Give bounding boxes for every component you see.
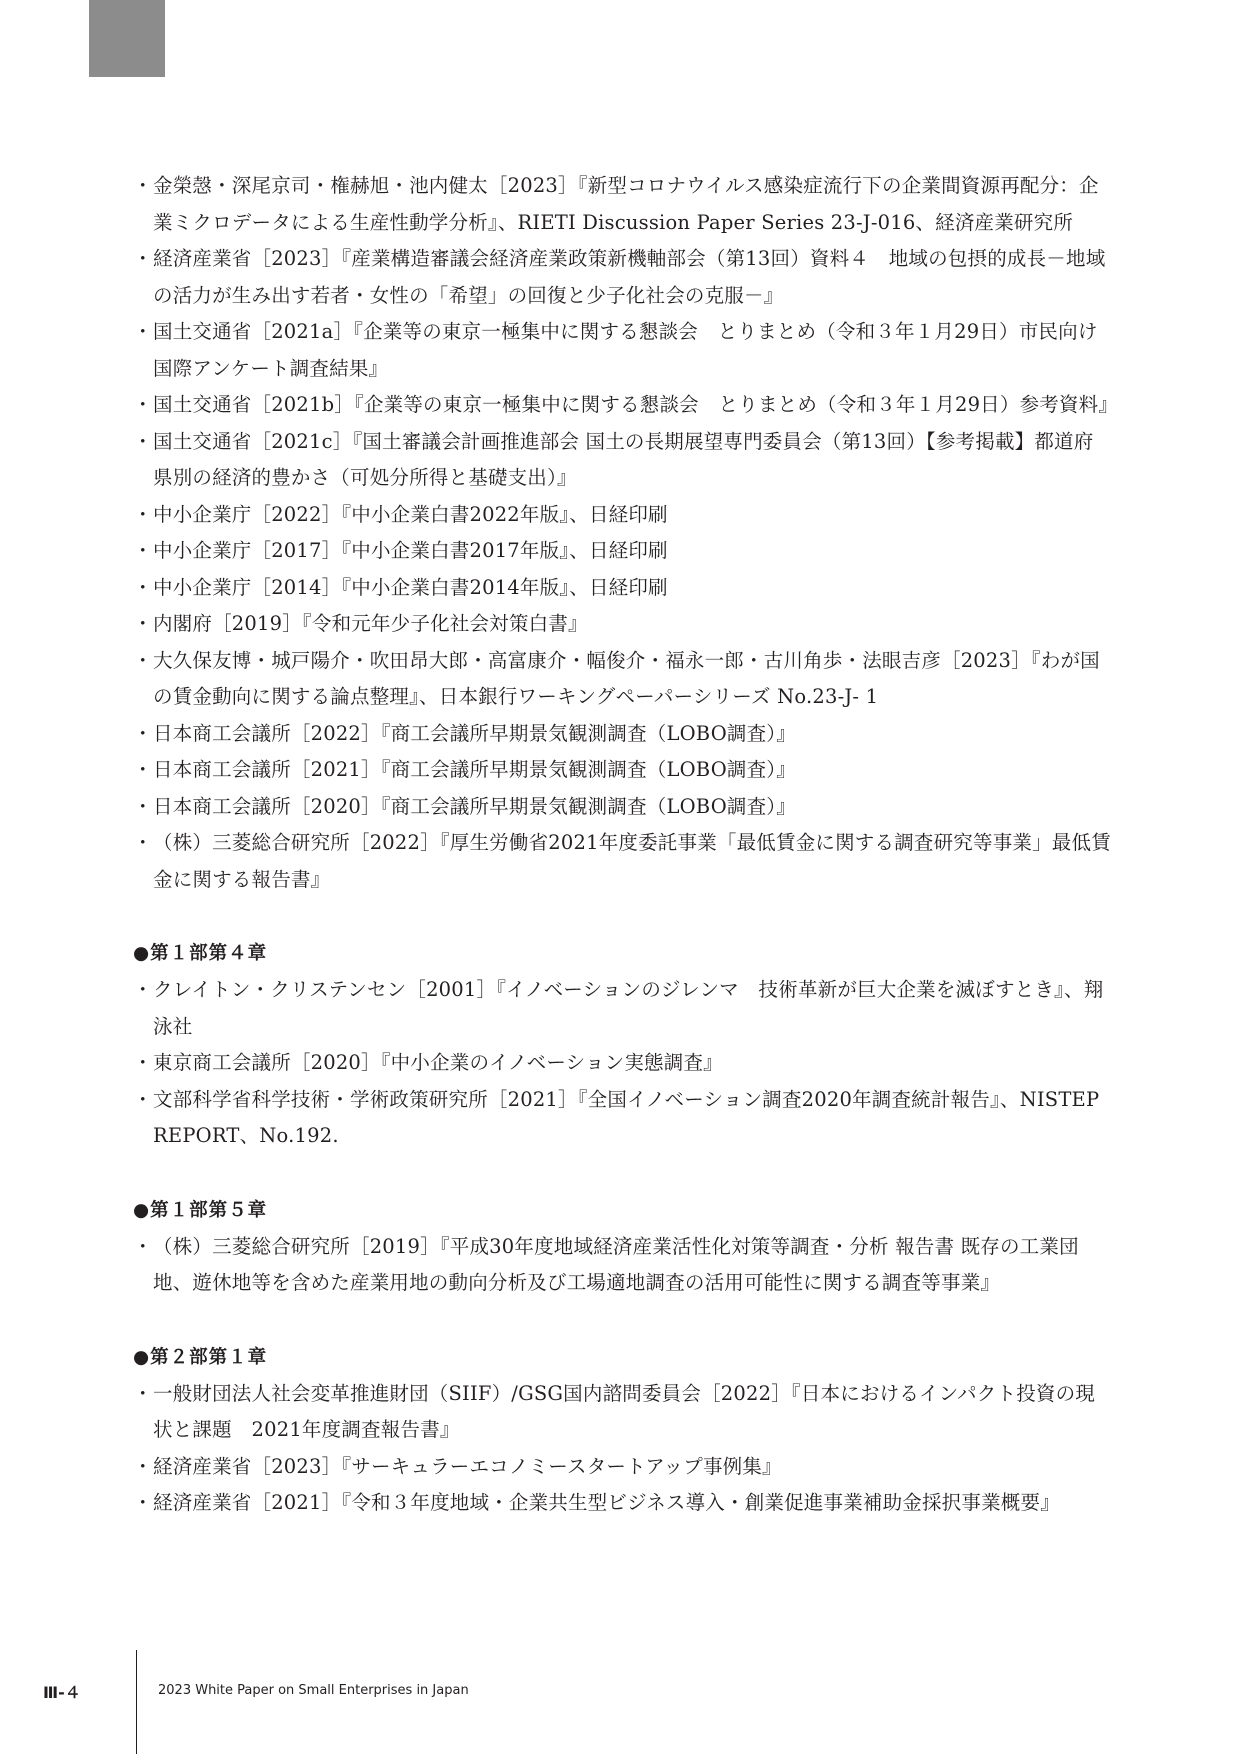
reference-text: 中小企業庁［2022］『中小企業白書2022年版』、日経印刷: [153, 502, 668, 526]
page-number: Ⅲ-４: [43, 1683, 81, 1702]
bullet: ・: [133, 831, 153, 854]
reference-text: 大久保友博・城戸陽介・吹田昂大郎・高富康介・幅俊介・福永一郎・古川角歩・法眼吉彦［2023］『わが国の賃金動向に関する論点整理』、日本銀行ワーキングペーパーシリーズ No.23-J- 1: [153, 648, 1100, 708]
reference-list: [133, 168, 1119, 1522]
section-spacer: [133, 1155, 1113, 1193]
reference-text: 一般財団法人社会変革推進財団（SIIF）/GSG国内諮問委員会［2022］『日本におけるインパクト投資の現状と課題 2021年度調査報告書』: [153, 1381, 1095, 1441]
reference-item: [133, 972, 1113, 1045]
reference-item: [133, 789, 1113, 826]
reference-text: 内閣府［2019］『令和元年少子化社会対策白書』: [153, 612, 588, 635]
bullet: ・: [133, 575, 153, 599]
section-heading: ●第１部第５章: [133, 1199, 268, 1221]
reference-item: [133, 825, 1113, 898]
reference-text: 日本商工会議所［2020］『商工会議所早期景気観測調査（LOBO調査）』: [153, 794, 796, 818]
reference-item: [133, 1376, 1113, 1449]
reference-item: [133, 1229, 1113, 1302]
bullet: ・: [133, 1051, 153, 1074]
bullet: ・: [133, 539, 153, 562]
bullet: ・: [133, 174, 153, 197]
bullet: ・: [133, 247, 153, 270]
bullet: ・: [133, 429, 153, 453]
reference-text: 東京商工会議所［2020］『中小企業のイノベーション実態調査』: [153, 1051, 723, 1074]
bullet: ・: [133, 794, 153, 818]
bullet: ・: [133, 721, 153, 745]
reference-text: 金榮愨・深尾京司・権赫旭・池内健太［2023］『新型コロナウイルス感染症流行下の企業間資源再配分：企業ミクロデータによる生産性動学分析』、RIETI Discussion Paper Series 23-J-016、経済産業研究所: [153, 174, 1099, 234]
reference-item: [133, 424, 1113, 497]
reference-item: [133, 716, 1113, 753]
reference-item: [133, 570, 1113, 607]
reference-item: [133, 643, 1113, 716]
reference-text: 国土交通省［2021c］『国土審議会計画推進部会 国土の長期展望専門委員会（第13回）【参考掲載】都道府県別の経済的豊かさ（可処分所得と基礎支出）』: [153, 429, 1094, 489]
bullet: ・: [133, 1381, 153, 1405]
bullet: ・: [133, 648, 153, 672]
reference-item: [133, 1449, 1113, 1486]
reference-item: [133, 606, 1113, 643]
reference-text: 文部科学省科学技術・学術政策研究所［2021］『全国イノベーション調査2020年調査統計報告』、NISTEP REPORT、No.192.: [153, 1087, 1100, 1147]
section-spacer: [133, 1302, 1113, 1340]
bullet: ・: [133, 612, 153, 635]
reference-text: 国土交通省［2021a］『企業等の東京一極集中に関する懇談会 とりまとめ（令和３年１月29日）市民向け国際アンケート調査結果』: [153, 320, 1098, 380]
bullet: ・: [133, 1491, 153, 1514]
bullet: ・: [133, 502, 153, 526]
reference-item: [133, 1485, 1113, 1522]
reference-item: [133, 533, 1113, 570]
section-heading: ●第２部第１章: [133, 1346, 268, 1368]
reference-item: [133, 241, 1113, 314]
bullet: ・: [133, 1454, 153, 1478]
bullet: ・: [133, 1087, 153, 1111]
footer-divider: [136, 1650, 137, 1754]
reference-text: 日本商工会議所［2021］『商工会議所早期景気観測調査（LOBO調査）』: [153, 758, 796, 781]
reference-item: [133, 387, 1119, 424]
reference-item: [133, 497, 1113, 534]
reference-text: （株）三菱総合研究所［2019］『平成30年度地域経済産業活性化対策等調査・分析 報告書 既存の工業団地、遊休地等を含めた産業用地の動向分析及び工場適地調査の活用可能性に関する調査等事業』: [153, 1234, 1079, 1294]
corner-tab-block: [89, 0, 165, 77]
section-spacer: [133, 898, 1113, 936]
reference-text: 国土交通省［2021b］『企業等の東京一極集中に関する懇談会 とりまとめ（令和３年１月29日）参考資料』: [153, 393, 1119, 416]
reference-item: [133, 168, 1113, 241]
reference-text: クレイトン・クリステンセン［2001］『イノベーションのジレンマ 技術革新が巨大企業を滅ぼすとき』、翔泳社: [153, 978, 1104, 1038]
reference-text: 中小企業庁［2017］『中小企業白書2017年版』、日経印刷: [153, 539, 668, 562]
reference-text: 日本商工会議所［2022］『商工会議所早期景気観測調査（LOBO調査）』: [153, 721, 796, 745]
bullet: ・: [133, 1234, 153, 1258]
reference-text: 経済産業省［2023］『産業構造審議会経済産業政策新機軸部会（第13回）資料４ 地域の包摂的成長－地域の活力が生み出す若者・女性の「希望」の回復と少子化社会の克服－』: [153, 247, 1106, 307]
reference-text: 中小企業庁［2014］『中小企業白書2014年版』、日経印刷: [153, 575, 668, 599]
reference-item: [133, 1082, 1113, 1155]
bullet: ・: [133, 320, 153, 343]
reference-item: [133, 752, 1113, 789]
reference-item: [133, 314, 1113, 387]
section-heading: ●第１部第４章: [133, 943, 268, 964]
reference-text: （株）三菱総合研究所［2022］『厚生労働省2021年度委託事業「最低賃金に関する調査研究等事業」最低賃金に関する報告書』: [153, 831, 1111, 891]
bullet: ・: [133, 978, 153, 1001]
bullet: ・: [133, 393, 153, 416]
reference-item: [133, 1045, 1113, 1082]
footer-title: 2023 White Paper on Small Enterprises in Japan: [158, 1683, 469, 1698]
bullet: ・: [133, 758, 153, 781]
reference-text: 経済産業省［2021］『令和３年度地域・企業共生型ビジネス導入・創業促進事業補助金採択事業概要』: [153, 1491, 1060, 1514]
reference-text: 経済産業省［2023］『サーキュラーエコノミースタートアップ事例集』: [153, 1454, 782, 1478]
